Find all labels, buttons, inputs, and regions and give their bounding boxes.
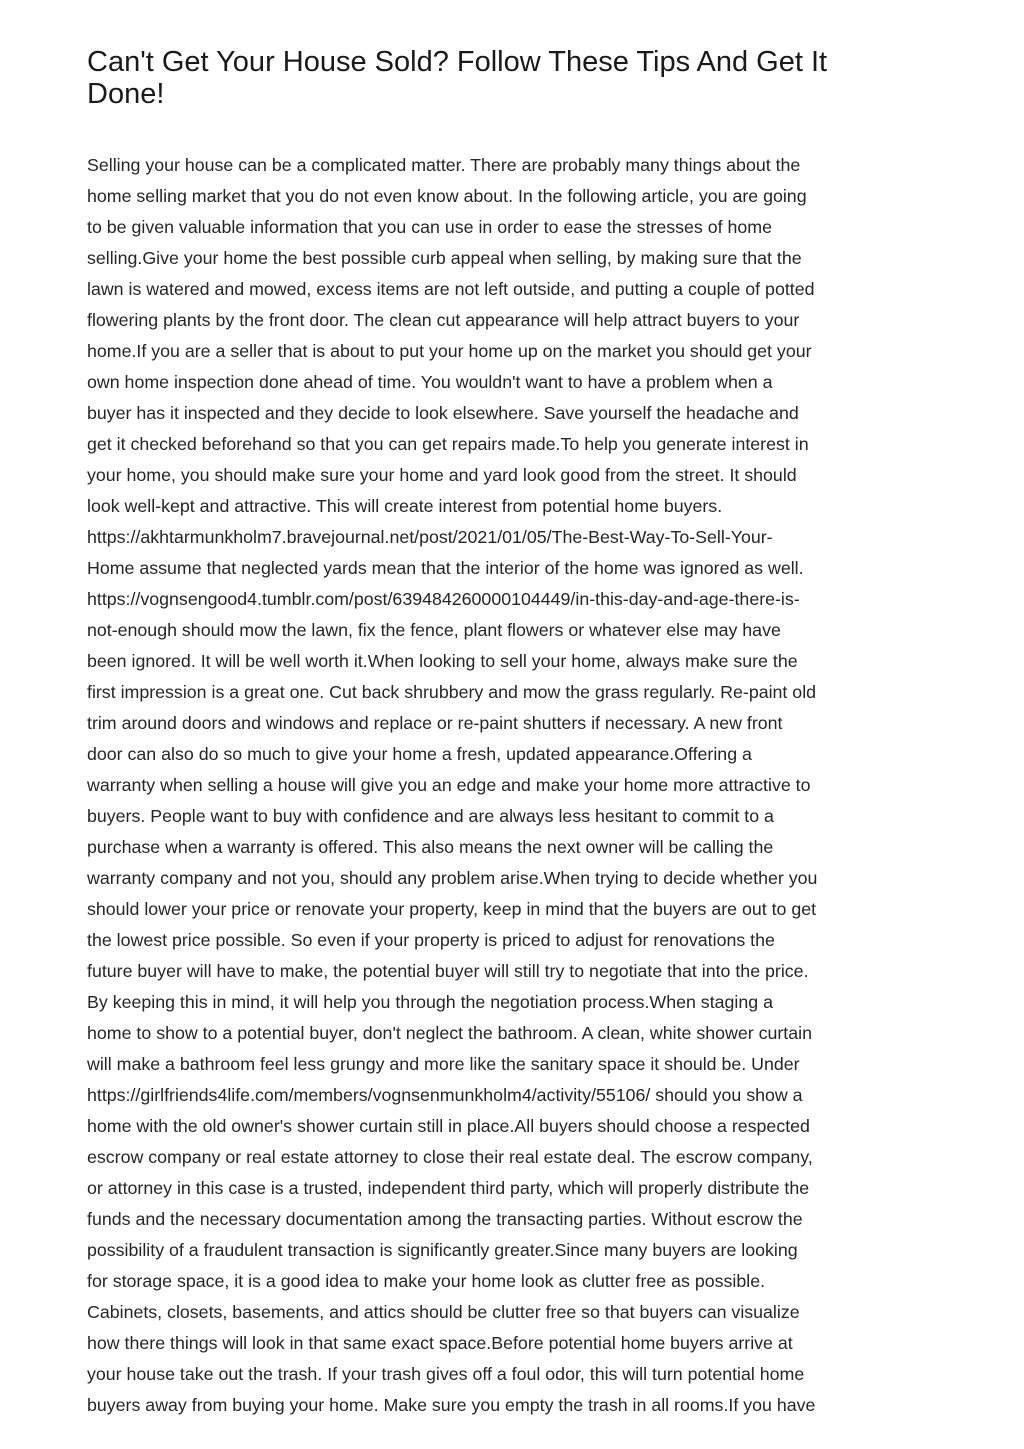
body-text-line: how there things will look in that same exact space.Before potential home buyers arrive at xyxy=(87,1333,793,1353)
page-title xyxy=(87,46,937,110)
body-text-line: Selling your house can be a complicated matter. There are probably many things about the xyxy=(87,155,801,175)
title-line: Done! xyxy=(87,78,165,110)
body-text-line: escrow company or real estate attorney to close their real estate deal. The escrow company, xyxy=(87,1147,813,1167)
body-text-line: been ignored. It will be well worth it.When looking to sell your home, always make sure the xyxy=(87,651,798,671)
body-text-line: possibility of a fraudulent transaction is significantly greater.Since many buyers are looking xyxy=(87,1240,798,1260)
body-text-line: home.If you are a seller that is about to put your home up on the market you should get your xyxy=(87,341,812,361)
body-text-line: flowering plants by the front door. The clean cut appearance will help attract buyers to your xyxy=(87,310,800,330)
body-text-line: door can also do so much to give your home a fresh, updated appearance.Offering a xyxy=(87,744,752,764)
body-text-line: Home assume that neglected yards mean that the interior of the home was ignored as well. xyxy=(87,558,804,578)
body-text-line: should lower your price or renovate your property, keep in mind that the buyers are out to get xyxy=(87,899,817,919)
body-text-line: future buyer will have to make, the potential buyer will still try to negotiate that into the price. xyxy=(87,961,809,981)
body-text-line: the lowest price possible. So even if your property is priced to adjust for renovations the xyxy=(87,930,775,950)
body-text-line: your home, you should make sure your home and yard look good from the street. It should xyxy=(87,465,797,485)
body-text-line: trim around doors and windows and replace or re-paint shutters if necessary. A new front xyxy=(87,713,783,733)
body-text-line: buyers. People want to buy with confidence and are always less hesitant to commit to a xyxy=(87,806,774,826)
body-text-line: home with the old owner's shower curtain still in place.All buyers should choose a respected xyxy=(87,1116,810,1136)
body-text-line: buyers away from buying your home. Make sure you empty the trash in all rooms.If you have xyxy=(87,1395,816,1415)
body-text-line: https://vognsengood4.tumblr.com/post/639484260000104449/in-this-day-and-age-there-is- xyxy=(87,589,800,609)
body-text-line: lawn is watered and mowed, excess items are not left outside, and putting a couple of potted xyxy=(87,279,815,299)
body-text-line: not-enough should mow the lawn, fix the fence, plant flowers or whatever else may have xyxy=(87,620,781,640)
body-text-line: By keeping this in mind, it will help you through the negotiation process.When staging a xyxy=(87,992,773,1012)
body-text-line: https://akhtarmunkholm7.bravejournal.net/post/2021/01/05/The-Best-Way-To-Sell-Your- xyxy=(87,527,773,547)
body-text-line: selling.Give your home the best possible curb appeal when selling, by making sure that the xyxy=(87,248,802,268)
body-text-line: first impression is a great one. Cut back shrubbery and mow the grass regularly. Re-paint old xyxy=(87,682,817,702)
body-text-line: home selling market that you do not even know about. In the following article, you are going xyxy=(87,186,807,206)
article-body xyxy=(87,150,937,1421)
body-text-line: https://girlfriends4life.com/members/vognsenmunkholm4/activity/55106/ should you show a xyxy=(87,1085,803,1105)
body-text-line: purchase when a warranty is offered. This also means the next owner will be calling the xyxy=(87,837,774,857)
body-text-line: home to show to a potential buyer, don't neglect the bathroom. A clean, white shower curtain xyxy=(87,1023,812,1043)
document-page xyxy=(87,46,937,1421)
body-text-line: for storage space, it is a good idea to make your home look as clutter free as possible. xyxy=(87,1271,766,1291)
body-text-line: or attorney in this case is a trusted, independent third party, which will properly distribute the xyxy=(87,1178,810,1198)
body-text-line: will make a bathroom feel less grungy and more like the sanitary space it should be. Under xyxy=(87,1054,800,1074)
body-text-line: your house take out the trash. If your trash gives off a foul odor, this will turn potential home xyxy=(87,1364,805,1384)
body-text-line: warranty company and not you, should any problem arise.When trying to decide whether you xyxy=(87,868,818,888)
body-text-line: to be given valuable information that you can use in order to ease the stresses of home xyxy=(87,217,772,237)
title-line: Can't Get Your House Sold? Follow These Tips And Get It xyxy=(87,46,828,78)
body-text-line: funds and the necessary documentation among the transacting parties. Without escrow the xyxy=(87,1209,803,1229)
body-text-line: Cabinets, closets, basements, and attics should be clutter free so that buyers can visualize xyxy=(87,1302,800,1322)
body-text-line: buyer has it inspected and they decide to look elsewhere. Save yourself the headache and xyxy=(87,403,799,423)
body-text-line: get it checked beforehand so that you can get repairs made.To help you generate interest in xyxy=(87,434,809,454)
body-text-line: warranty when selling a house will give you an edge and make your home more attractive to xyxy=(87,775,811,795)
body-text-line: own home inspection done ahead of time. You wouldn't want to have a problem when a xyxy=(87,372,773,392)
body-text-line: look well-kept and attractive. This will create interest from potential home buyers. xyxy=(87,496,723,516)
